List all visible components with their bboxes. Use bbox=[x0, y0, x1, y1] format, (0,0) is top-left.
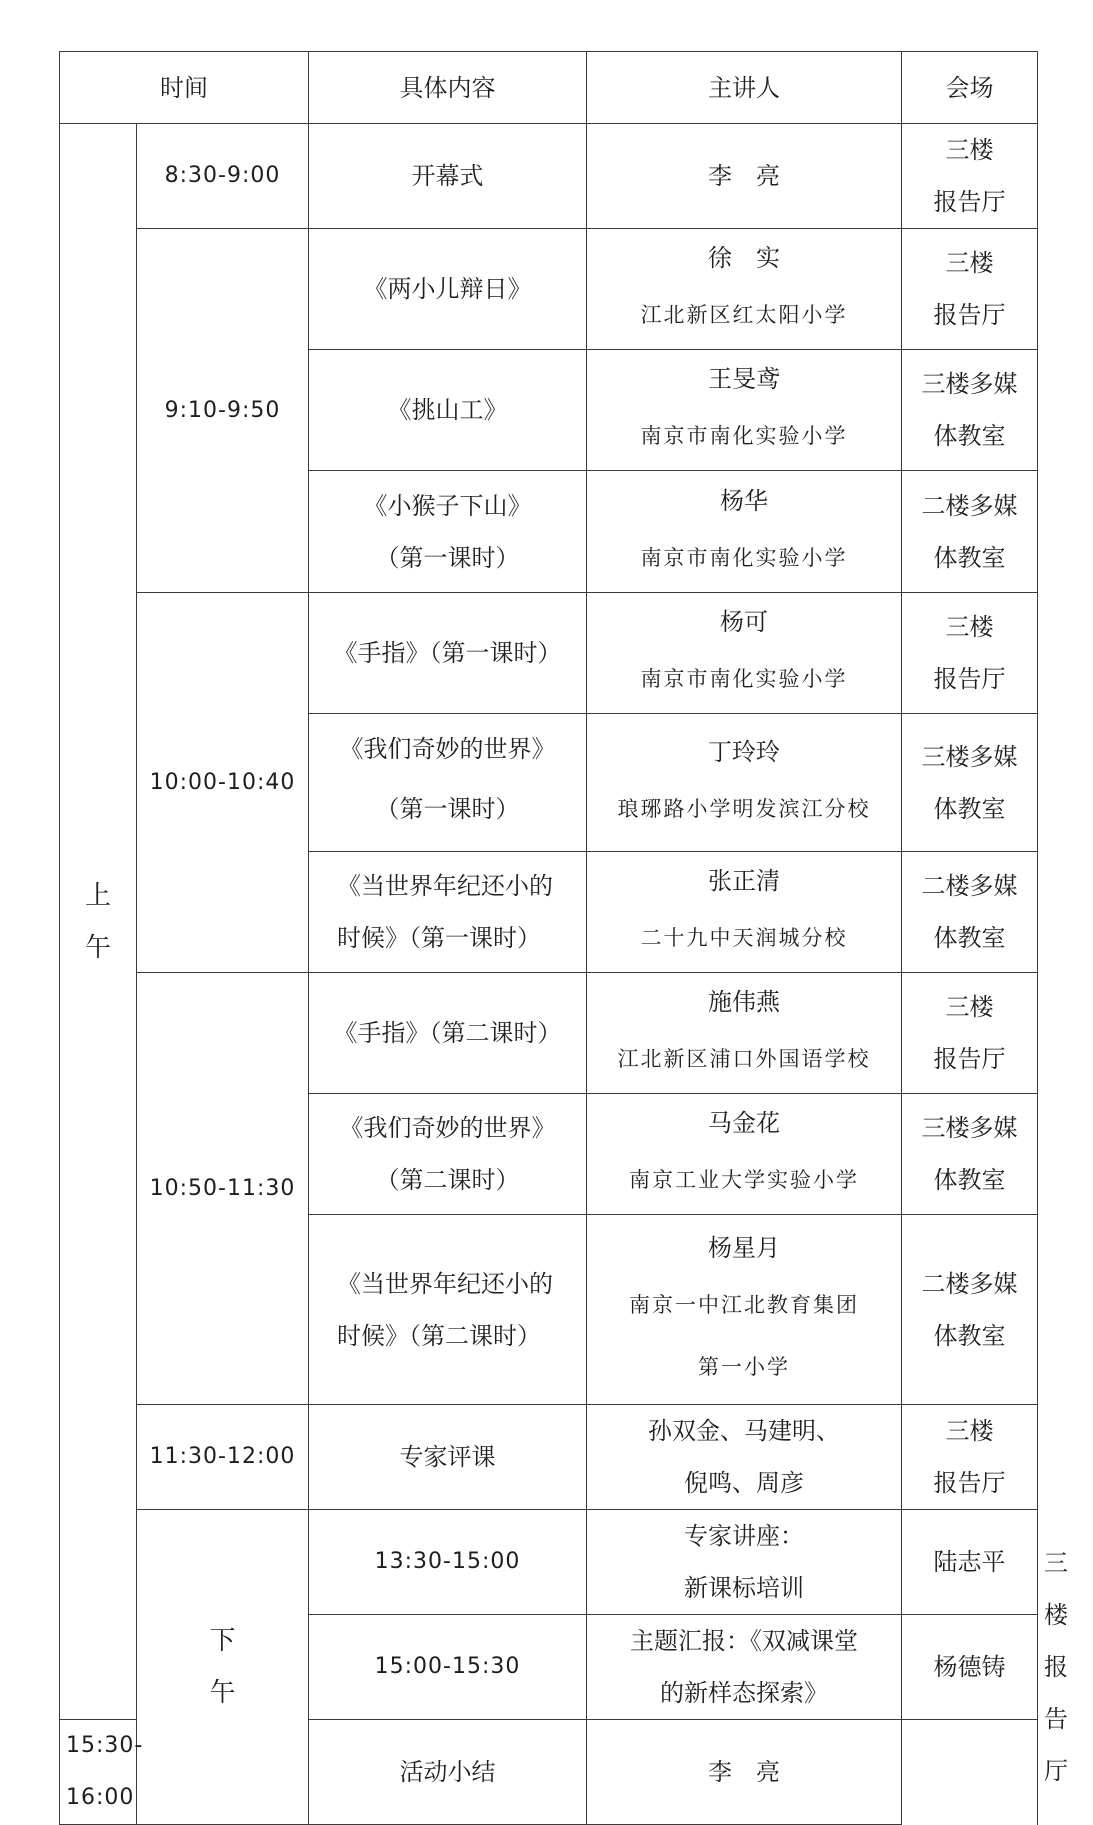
speaker-cell: 李 亮 bbox=[587, 124, 902, 229]
time-cell: 15:00-15:30 bbox=[309, 1615, 587, 1720]
period-morning: 上 午 bbox=[60, 124, 137, 1720]
content-cell: 活动小结 bbox=[309, 1720, 587, 1825]
header-venue: 会场 bbox=[902, 52, 1038, 124]
table-row: 下 午 13:30-15:00 专家讲座： 新课标培训 陆志平 三楼 报告厅 bbox=[60, 1510, 1038, 1615]
venue-cell: 三楼 报告厅 bbox=[902, 124, 1038, 229]
time-cell: 10:50-11:30 bbox=[137, 973, 309, 1405]
venue-cell: 三楼多媒 体教室 bbox=[902, 1094, 1038, 1215]
speaker-cell: 杨可 南京市南化实验小学 bbox=[587, 593, 902, 714]
content-cell: 《我们奇妙的世界》 （第二课时） bbox=[309, 1094, 587, 1215]
speaker-cell: 马金花 南京工业大学实验小学 bbox=[587, 1094, 902, 1215]
speaker-cell: 陆志平 bbox=[902, 1510, 1038, 1615]
table-row bbox=[60, 124, 1038, 229]
content-cell: 《两小儿辩日》 bbox=[309, 229, 587, 350]
speaker-cell: 李 亮 bbox=[587, 1720, 902, 1825]
time-cell: 9:10-9:50 bbox=[137, 229, 309, 593]
time-cell: 11:30-12:00 bbox=[137, 1405, 309, 1510]
table-row bbox=[60, 593, 1038, 714]
venue-cell: 三楼 报告厅 bbox=[902, 229, 1038, 350]
schedule-table bbox=[59, 51, 1068, 1825]
content-cell: 《当世界年纪还小的 时候》（第一课时） bbox=[309, 852, 587, 973]
content-cell: 主题汇报：《双减课堂 的新样态探索》 bbox=[587, 1615, 902, 1720]
time-cell: 10:00-10:40 bbox=[137, 593, 309, 973]
content-cell: 专家评课 bbox=[309, 1405, 587, 1510]
time-cell: 8:30-9:00 bbox=[137, 124, 309, 229]
content-cell: 《手指》（第二课时） bbox=[309, 973, 587, 1094]
speaker-cell: 丁玲玲 琅琊路小学明发滨江分校 bbox=[587, 714, 902, 852]
table-row bbox=[60, 973, 1038, 1094]
venue-cell: 三楼多媒 体教室 bbox=[902, 714, 1038, 852]
table-row bbox=[60, 229, 1038, 350]
content-cell: 《小猴子下山》 （第一课时） bbox=[309, 471, 587, 593]
content-cell: 《我们奇妙的世界》 （第一课时） bbox=[309, 714, 587, 852]
content-cell: 开幕式 bbox=[309, 124, 587, 229]
venue-cell: 三楼 报告厅 bbox=[902, 593, 1038, 714]
header-row bbox=[60, 52, 1038, 124]
speaker-cell: 杨华 南京市南化实验小学 bbox=[587, 471, 902, 593]
venue-cell: 二楼多媒 体教室 bbox=[902, 1215, 1038, 1405]
time-cell: 13:30-15:00 bbox=[309, 1510, 587, 1615]
table-row bbox=[60, 1405, 1038, 1510]
time-cell: 15:30-16:00 bbox=[60, 1720, 137, 1825]
header-speaker: 主讲人 bbox=[587, 52, 902, 124]
venue-cell: 二楼多媒 体教室 bbox=[902, 852, 1038, 973]
venue-cell: 三楼多媒 体教室 bbox=[902, 350, 1038, 471]
speaker-cell: 徐 实 江北新区红太阳小学 bbox=[587, 229, 902, 350]
speaker-cell: 孙双金、马建明、 倪鸣、周彦 bbox=[587, 1405, 902, 1510]
speaker-cell: 王旻鸢 南京市南化实验小学 bbox=[587, 350, 902, 471]
header-time: 时间 bbox=[60, 52, 309, 124]
venue-cell: 三楼 报告厅 bbox=[902, 973, 1038, 1094]
content-cell: 《当世界年纪还小的 时候》（第二课时） bbox=[309, 1215, 587, 1405]
venue-cell: 三楼 报告厅 bbox=[902, 1405, 1038, 1510]
speaker-cell: 施伟燕 江北新区浦口外国语学校 bbox=[587, 973, 902, 1094]
period-afternoon: 下 午 bbox=[137, 1510, 309, 1825]
speaker-cell: 张正清 二十九中天润城分校 bbox=[587, 852, 902, 973]
speaker-cell: 杨星月 南京一中江北教育集团 第一小学 bbox=[587, 1215, 902, 1405]
content-cell: 《挑山工》 bbox=[309, 350, 587, 471]
header-content: 具体内容 bbox=[309, 52, 587, 124]
venue-cell: 二楼多媒 体教室 bbox=[902, 471, 1038, 593]
content-cell: 《手指》（第一课时） bbox=[309, 593, 587, 714]
speaker-cell: 杨德铸 bbox=[902, 1615, 1038, 1720]
content-cell: 专家讲座： 新课标培训 bbox=[587, 1510, 902, 1615]
